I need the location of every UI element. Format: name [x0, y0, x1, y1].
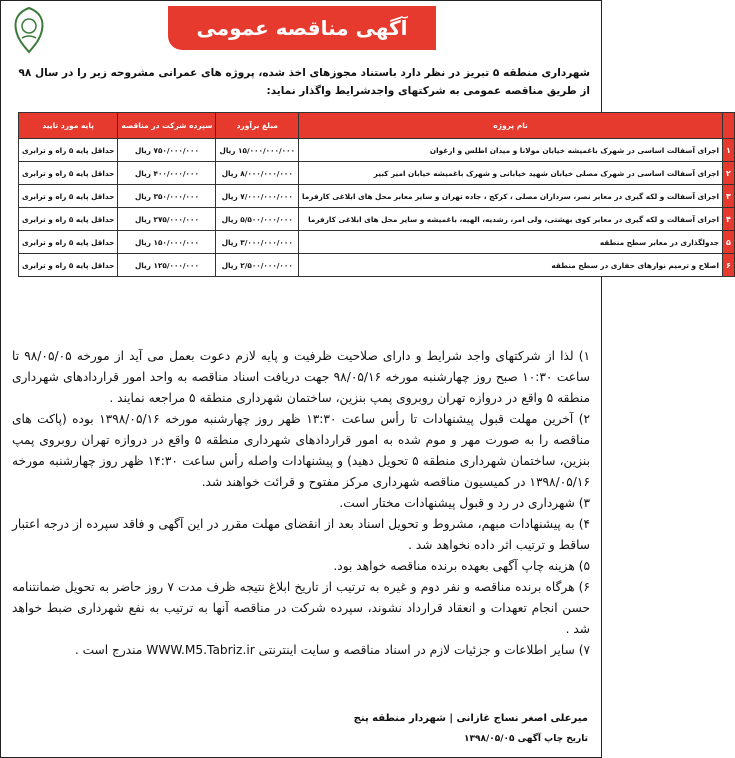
municipality-logo-icon: [10, 6, 48, 54]
header-project-name: نام پروژه: [299, 113, 723, 139]
condition-item: ۱) لذا از شرکتهای واجد شرایط و دارای صلاحیت ظرفیت و پایه لازم دعوت بعمل می آید از مورخه ۹۸/۰۵/۰۵ تا ساعت ۱۰:۳۰ صبح روز چهارشنبه مورخه ۹۸/۰۵/۱۶ جهت دریافت اسناد مناقصه به واحد امور قراردادهای شهرداری منطقه ۵ واقع در دروازه تهران روبروی پمپ بنزین، ساختمان شهرداری منطقه ۵ مراجعه نمایند .: [12, 349, 590, 405]
estimate-value: ۱۵/۰۰۰/۰۰۰/۰۰۰ ریال: [216, 139, 299, 162]
header-num: [723, 113, 735, 139]
project-title: اجرای آسفالت و لکه گیری در معابر نصر، سرداران مصلی ، کرکج ، جاده تهران و سایر معابر محل های ابلاغی کارفرما: [299, 185, 723, 208]
table-row: [19, 231, 735, 254]
grade-value: حداقل پایه ۵ راه و ترابری: [19, 162, 118, 185]
estimate-value: ۷/۰۰۰/۰۰۰/۰۰۰ ریال: [216, 185, 299, 208]
notice-title: آگهی مناقصه عمومی: [168, 6, 436, 50]
grade-value: حداقل پایه ۵ راه و ترابری: [19, 208, 118, 231]
project-title: اصلاح و ترمیم نوارهای حفاری در سطح منطقه: [299, 254, 723, 277]
deposit-value: ۱۲۵/۰۰۰/۰۰۰ ریال: [118, 254, 216, 277]
grade-value: حداقل پایه ۵ راه و ترابری: [19, 254, 118, 277]
condition-item: ۵) هزینه چاپ آگهی بعهده برنده مناقصه خواهد بود.: [333, 559, 590, 573]
condition-item: ۷) سایر اطلاعات و جزئیات لازم در اسناد مناقصه و سایت اینترنتی WWW.M5.Tabriz.ir مندرج است .: [74, 643, 590, 657]
row-number: ۲: [723, 162, 735, 185]
condition-item: ۴) به پیشنهادات مبهم، مشروط و تحویل اسناد بعد از انقضای مهلت مقرر در این آگهی و فاقد سپرده از درجه اعتبار ساقط و ترتیب اثر داده نخواهد شد .: [12, 517, 590, 552]
row-number: ۳: [723, 185, 735, 208]
estimate-value: ۲/۵۰۰/۰۰۰/۰۰۰ ریال: [216, 254, 299, 277]
intro-text: شهرداری منطقه ۵ تبریز در نظر دارد باستناد مجوزهای اخذ شده، پروژه های عمرانی مشروحه زیر را در سال ۹۸ از طریق مناقصه عمومی به شرکتهای واجدشرایط واگذار نماید:: [18, 67, 590, 97]
condition-item: ۳) شهرداری در رد و قبول پیشنهادات مختار است.: [339, 496, 590, 510]
conditions-list: [12, 346, 590, 661]
print-date: تاریخ چاپ آگهی ۱۳۹۸/۰۵/۰۵: [463, 734, 588, 744]
grade-value: حداقل پایه ۵ راه و ترابری: [19, 185, 118, 208]
row-number: ۱: [723, 139, 735, 162]
table-row: [19, 185, 735, 208]
header-grade: پایه مورد تایید: [19, 113, 118, 139]
table-header-row: [19, 113, 735, 139]
table-row: [19, 208, 735, 231]
grade-value: حداقل پایه ۵ راه و ترابری: [19, 231, 118, 254]
project-title: جدولگذاری در معابر سطح منطقه: [299, 231, 723, 254]
estimate-value: ۸/۰۰۰/۰۰۰/۰۰۰ ریال: [216, 162, 299, 185]
project-title: اجرای آسفالت اساسی در شهرک مصلی خیابان شهید خیابانی و شهرک باغمیشه خیابان امیر کبیر: [299, 162, 723, 185]
deposit-value: ۴۰۰/۰۰۰/۰۰۰ ریال: [118, 162, 216, 185]
table-row: [19, 254, 735, 277]
estimate-value: ۳/۰۰۰/۰۰۰/۰۰۰ ریال: [216, 231, 299, 254]
header-estimate: مبلغ برآورد: [216, 113, 299, 139]
grade-value: حداقل پایه ۵ راه و ترابری: [19, 139, 118, 162]
deposit-value: ۲۷۵/۰۰۰/۰۰۰ ریال: [118, 208, 216, 231]
deposit-value: ۳۵۰/۰۰۰/۰۰۰ ریال: [118, 185, 216, 208]
estimate-value: ۵/۵۰۰/۰۰۰/۰۰۰ ریال: [216, 208, 299, 231]
row-number: ۶: [723, 254, 735, 277]
row-number: ۵: [723, 231, 735, 254]
header-deposit: سپرده شرکت در مناقصه: [118, 113, 216, 139]
project-title: اجرای آسفالت اساسی در شهرک باغمیشه خیابان مولانا و میدان اطلس و ارغوان: [299, 139, 723, 162]
projects-table: [18, 112, 735, 277]
signature: میرعلی اصغر نساج غازانی | شهردار منطقه پنج: [353, 713, 588, 724]
deposit-value: ۱۵۰/۰۰۰/۰۰۰ ریال: [118, 231, 216, 254]
table-row: [19, 139, 735, 162]
project-title: اجرای آسفالت و لکه گیری در معابر کوی بهشتی، ولی امر، رشدیه، الهیه، باغمیشه و سایر محل های ابلاغی کارفرما: [299, 208, 723, 231]
row-number: ۴: [723, 208, 735, 231]
condition-item: ۲) آخرین مهلت قبول پیشنهادات تا رأس ساعت ۱۳:۳۰ ظهر روز چهارشنبه مورخه ۱۳۹۸/۰۵/۱۶ بوده (پاکت های مناقصه را به صورت مهر و موم شده به امور قراردادهای شهرداری منطقه ۵ واقع در دروازه تهران روبروی پمپ بنزین، ساختمان شهرداری منطقه ۵ تحویل دهید) و پیشنهادات واصله رأس ساعت ۱۴:۳۰ ظهر روز چهارشنبه مورخه ۱۳۹۸/۰۵/۱۶ در کمیسیون مناقصه شهرداری مرکز مفتوح و قرائت خواهند شد.: [12, 412, 591, 489]
table-row: [19, 162, 735, 185]
condition-item: ۶) هرگاه برنده مناقصه و نفر دوم و غیره به ترتیب از تاریخ ابلاغ نتیجه ظرف مدت ۷ روز حاضر به تحویل ضمانتنامه حسن انجام تعهدات و انعقاد قرارداد نشوند، سپرده شرکت در مناقصه آنها به ترتیب به نفع شهرداری ضبط خواهد شد .: [12, 580, 590, 636]
deposit-value: ۷۵۰/۰۰۰/۰۰۰ ریال: [118, 139, 216, 162]
